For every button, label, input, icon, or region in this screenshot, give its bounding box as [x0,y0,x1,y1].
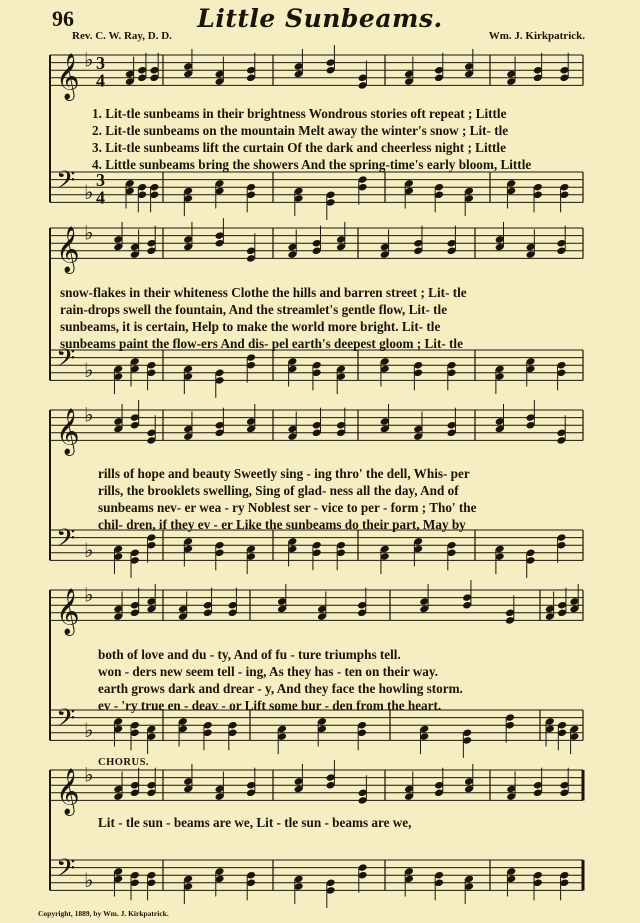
flat-sign-icon: ♭ [84,867,94,892]
lyric-verse-2-line-2: rain-drops swell the fountain, And the streamlet's gentle flow, Lit- tle [60,302,448,317]
treble-clef-icon: 𝄞 [56,768,80,815]
time-signature-bottom: 4 [96,187,105,208]
bass-clef-icon: 𝄢 [56,166,76,202]
flat-sign-icon: ♭ [84,537,94,562]
flat-sign-icon: ♭ [84,402,94,427]
lyric-verse-4-line-2: sunbeams paint the flow-ers And dis- pel earth's deepest gloom ; Lit- tle [60,336,463,351]
flat-sign-icon: ♭ [84,717,94,742]
lyric-verse-1-line-2: snow-flakes in their whiteness Clothe the hills and barren street ; Lit- tle [60,285,467,300]
flat-sign-icon: ♭ [84,582,94,607]
time-signature-bottom: 4 [96,70,105,91]
lyric-verse-4-line-3: chil- dren, if they ev - er Like the sunbeams do their part, May by [98,517,466,532]
flat-sign-icon: ♭ [84,47,94,72]
lyric-verse-2-line-3: rills, the brooklets swelling, Sing of glad- ness all the day, And of [98,483,459,498]
lyric-verse-4-line-1: 4. Little sunbeams bring the showers And the spring-time's early bloom, Little [92,157,532,172]
lyric-verse-4-line-4: ev - 'ry true en - deav - or Lift some bur - den from the heart. [98,698,442,713]
flat-sign-icon: ♭ [84,357,94,382]
lyric-verse-3-line-2: sunbeams, it is certain, Help to make the world more bright. Lit- tle [60,319,441,334]
lyricist-credit: Rev. C. W. Ray, D. D. [72,30,172,42]
lyric-verse-1-line-1: 1. Lit-tle sunbeams in their brightness Wondrous stories oft repeat ; Little [92,106,507,121]
bass-clef-icon: 𝄢 [56,854,76,890]
copyright-notice: Copyright, 1889, by Wm. J. Kirkpatrick. [38,909,169,918]
lyric-verse-2-line-1: 2. Lit-tle sunbeams on the mountain Melt away the winter's snow ; Lit- tle [92,123,509,138]
time-signature-top: 3 [96,170,105,191]
treble-clef-icon: 𝄞 [56,226,80,273]
time-signature-top: 3 [96,53,105,74]
bass-clef-icon: 𝄢 [56,524,76,560]
bass-clef-icon: 𝄢 [56,704,76,740]
flat-sign-icon: ♭ [84,220,94,245]
composer-credit: Wm. J. Kirkpatrick. [488,30,585,42]
treble-clef-icon: 𝄞 [56,408,80,455]
page-number: 96 [52,6,74,31]
lyric-verse-3-line-3: sunbeams nev- er wea - ry Noblest ser - vice to per - form ; Tho' the [98,500,477,515]
flat-sign-icon: ♭ [84,179,94,204]
chorus-label: CHORUS. [98,757,150,768]
lyric-verse-2-line-4: won - ders new seem tell - ing, As they has - ten on their way. [98,664,439,679]
lyric-chorus-line: Lit - tle sun - beams are we, Lit - tle sun - beams are we, [98,815,412,830]
flat-sign-icon: ♭ [84,762,94,787]
lyric-verse-1-line-3: rills of hope and beauty Sweetly sing - ing thro' the dell, Whis- per [98,466,470,481]
treble-clef-icon: 𝄞 [56,53,80,100]
bass-clef-icon: 𝄢 [56,344,76,380]
hymn-title: Little Sunbeams. [197,4,443,33]
treble-clef-icon: 𝄞 [56,588,80,635]
lyric-verse-3-line-4: earth grows dark and drear - y, And they face the howling storm. [98,681,463,696]
lyric-verse-3-line-1: 3. Lit-tle sunbeams lift the curtain Of the dark and cheerless night ; Little [92,140,506,155]
lyric-verse-1-line-4: both of love and du - ty, And of fu - ture triumphs tell. [98,647,401,662]
